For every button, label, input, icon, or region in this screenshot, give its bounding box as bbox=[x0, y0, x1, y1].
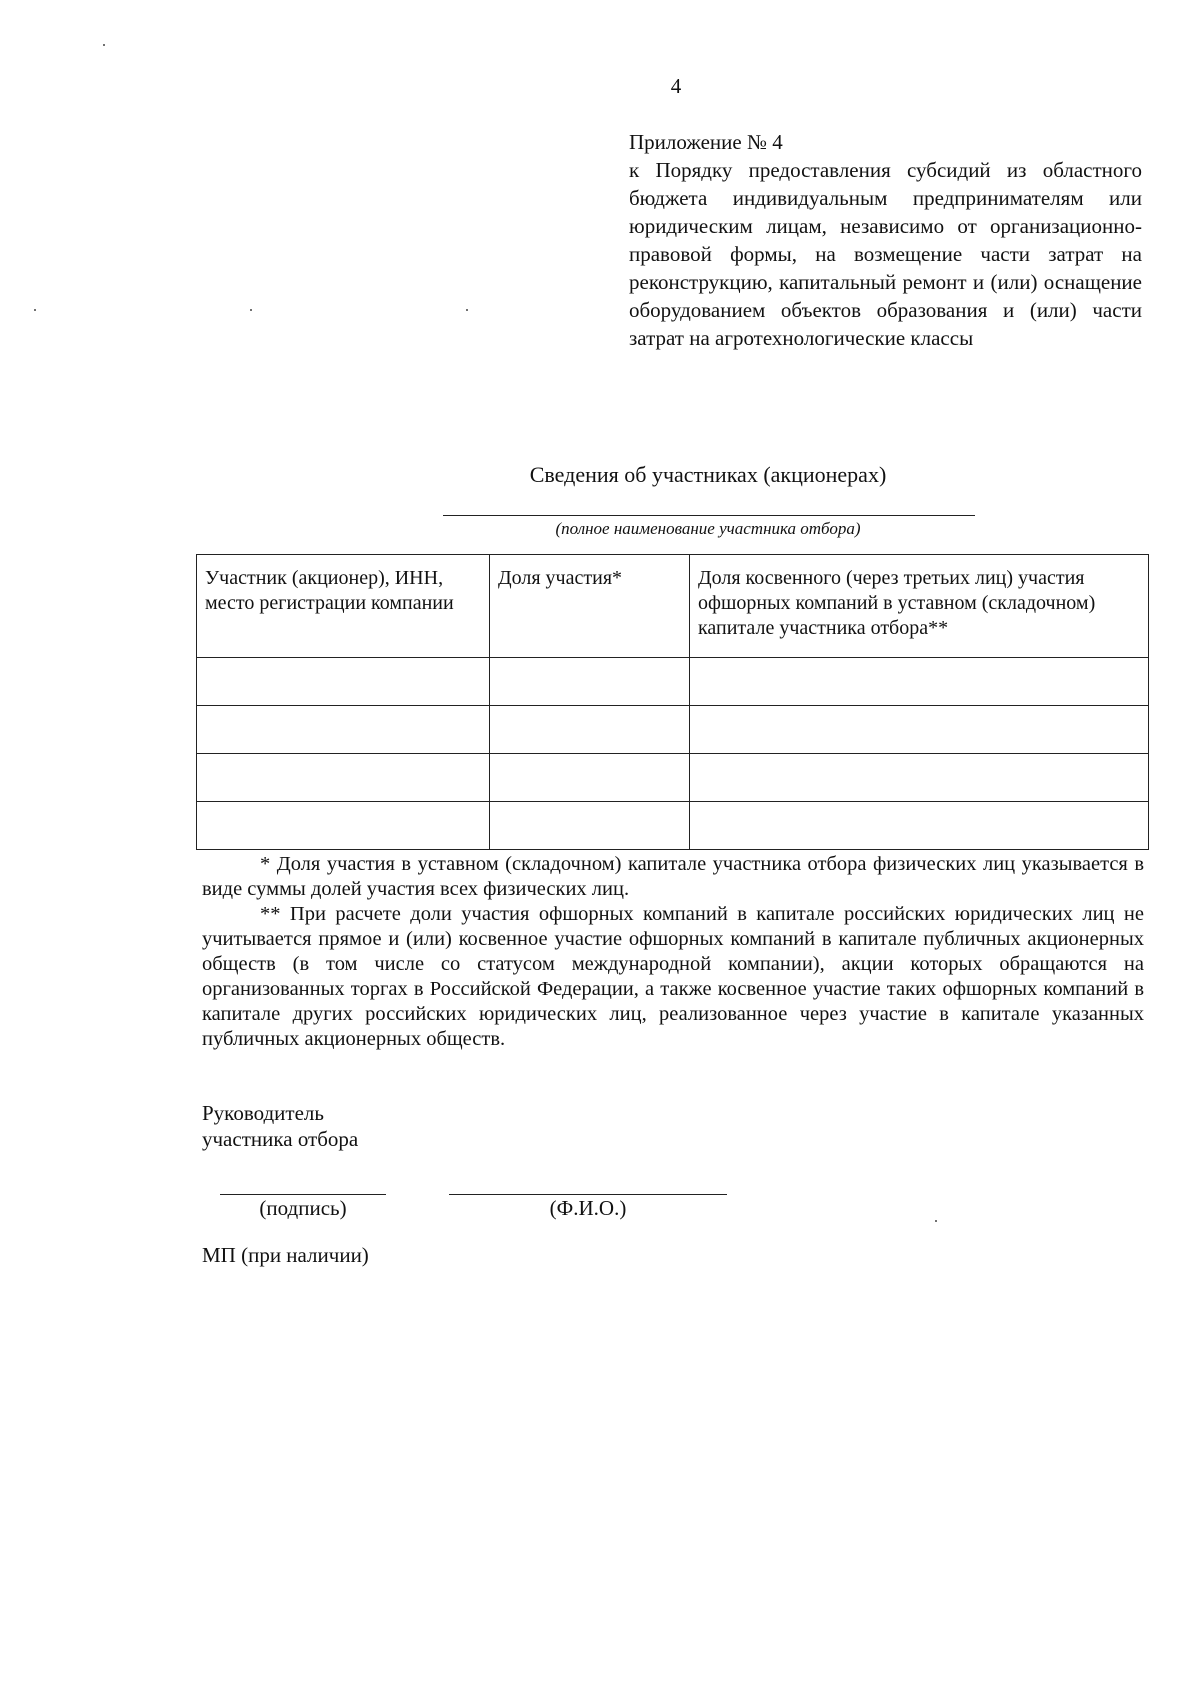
appendix-body: к Порядку предоставления субсидий из областного бюджета индивидуальным предпринимателям или юридическим лицам, независимо от организационно-правовой формы, на возмещение части затрат на реконструкцию, капитальный ремонт и (или) оснащение оборудованием объектов образования и (или) части затрат на агротехнологические классы bbox=[629, 158, 1142, 350]
table-row bbox=[197, 802, 1149, 850]
table-cell[interactable] bbox=[197, 754, 490, 802]
appendix-title: Приложение № 4 bbox=[629, 130, 783, 154]
fio-caption: (Ф.И.О.) bbox=[549, 1196, 627, 1220]
table-row bbox=[197, 658, 1149, 706]
table-row bbox=[197, 754, 1149, 802]
signatory-label bbox=[202, 1100, 358, 1152]
table-cell[interactable] bbox=[197, 658, 490, 706]
table-header-row bbox=[197, 555, 1149, 658]
footnote-double-star: ** При расчете доли участия офшорных компаний в капитале российских юридических лиц не учитывается прямое и (или) косвенное участие офшорных компаний в капитале публичных акционерных обществ (в том числе со статусом международной компании), акции которых обращаются на организованных торгах в Российской Федерации, а также косвенное участие таких офшорных компаний в капитале других российских юридических лиц, реализованное через участие в капитале указанных публичных акционерных обществ. bbox=[202, 903, 1144, 1050]
document-heading: Сведения об участниках (акционерах) bbox=[529, 462, 887, 487]
scan-speck bbox=[250, 309, 252, 311]
table-cell[interactable] bbox=[690, 754, 1149, 802]
scan-speck bbox=[466, 309, 468, 311]
table-cell[interactable] bbox=[197, 706, 490, 754]
table-cell[interactable] bbox=[690, 706, 1149, 754]
table-cell[interactable] bbox=[197, 802, 490, 850]
table-cell[interactable] bbox=[690, 658, 1149, 706]
table-cell[interactable] bbox=[690, 802, 1149, 850]
signature-line[interactable] bbox=[220, 1194, 386, 1195]
table-cell[interactable] bbox=[490, 754, 690, 802]
page-number: 4 bbox=[670, 74, 682, 98]
fio-line[interactable] bbox=[449, 1194, 727, 1195]
appendix-block bbox=[629, 128, 1142, 352]
signatory-title-line2: участника отбора bbox=[202, 1127, 359, 1151]
signature-caption: (подпись) bbox=[259, 1196, 347, 1220]
scan-speck bbox=[103, 44, 105, 46]
footnotes bbox=[202, 852, 1144, 1052]
table-row bbox=[197, 706, 1149, 754]
column-header-share: Доля участия* bbox=[490, 555, 690, 658]
footnote-single-star: * Доля участия в уставном (складочном) капитале участника отбора физических лиц указывается в виде суммы долей участия всех физических лиц. bbox=[202, 853, 1144, 900]
column-header-participant: Участник (акционер), ИНН, место регистрации компании bbox=[197, 555, 490, 658]
participant-name-line[interactable] bbox=[443, 515, 975, 516]
stamp-label: МП (при наличии) bbox=[202, 1243, 369, 1267]
table-cell[interactable] bbox=[490, 802, 690, 850]
table-cell[interactable] bbox=[490, 658, 690, 706]
scan-speck bbox=[34, 309, 36, 311]
signatory-title-line1: Руководитель bbox=[202, 1101, 324, 1125]
scan-speck bbox=[935, 1220, 937, 1222]
table-cell[interactable] bbox=[490, 706, 690, 754]
column-header-offshore-share: Доля косвенного (через третьих лиц) участия офшорных компаний в уставном (складочном) капитале участника отбора** bbox=[690, 555, 1149, 658]
participants-table bbox=[196, 554, 1149, 850]
participant-name-caption: (полное наименование участника отбора) bbox=[555, 519, 861, 538]
